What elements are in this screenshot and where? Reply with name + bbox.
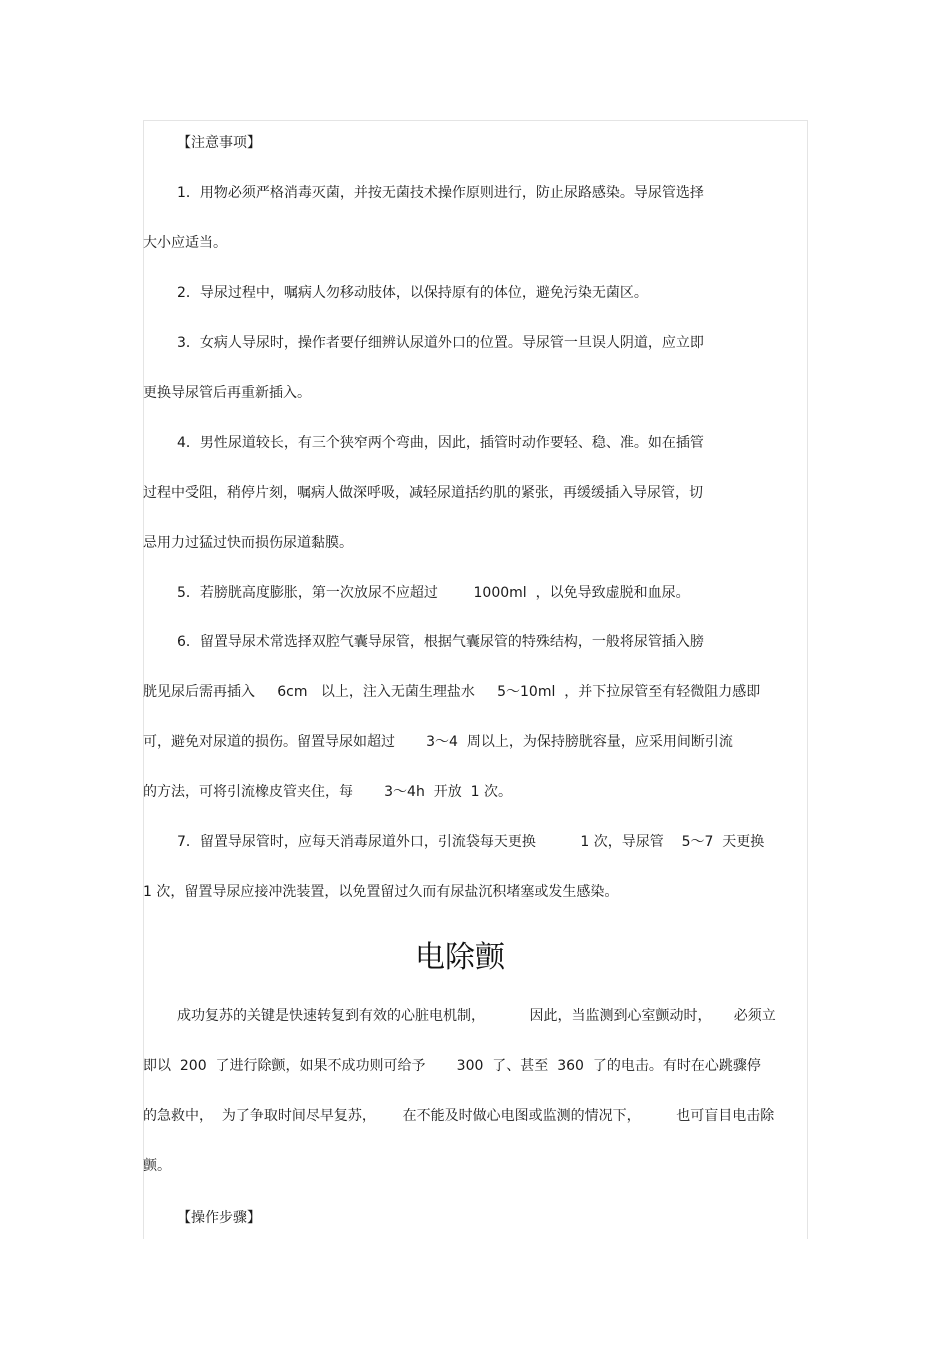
note-6-line-2: 胱见尿后需再插入 6cm 以上，注入无菌生理盐水 5～10ml ，并下拉尿管至有轻微阻力感即 xyxy=(143,684,761,700)
notes-heading: 【注意事项】 xyxy=(177,135,261,151)
note-1-line-2: 大小应适当。 xyxy=(143,235,227,251)
section-para-line-4: 颤。 xyxy=(143,1158,171,1174)
section-para-line-2: 即以 200 了进行除颤，如果不成功则可给予 300 了、甚至 360 了的电击。有时在心跳骤停 xyxy=(143,1058,761,1074)
section-title: 电除颤 xyxy=(415,940,505,975)
note-6-line-4: 的方法，可将引流橡皮管夹住，每 3～4h 开放 1 次。 xyxy=(143,784,512,800)
section-para-line-1: 成功复苏的关键是快速转复到有效的心脏电机制， 因此，当监测到心室颤动时， 必须立 xyxy=(177,1008,776,1024)
note-4-line-1: 4．男性尿道较长，有三个狭窄两个弯曲，因此，插管时动作要轻、稳、准。如在插管 xyxy=(177,435,704,451)
note-7-line-1: 7．留置导尿管时，应每天消毒尿道外口，引流袋每天更换 1 次，导尿管 5～7 天更换 xyxy=(177,834,765,850)
note-3-line-1: 3．女病人导尿时，操作者要仔细辨认尿道外口的位置。导尿管一旦误人阴道，应立即 xyxy=(177,335,704,351)
note-6-line-1: 6．留置导尿术常选择双腔气囊导尿管，根据气囊尿管的特殊结构，一般将尿管插入膀 xyxy=(177,634,704,650)
note-2-line-1: 2．导尿过程中，嘱病人勿移动肢体，以保持原有的体位，避免污染无菌区。 xyxy=(177,285,648,301)
section-para-line-3: 的急救中， 为了争取时间尽早复苏， 在不能及时做心电图或监测的情况下， 也可盲目电击除 xyxy=(143,1108,775,1124)
note-3-line-2: 更换导尿管后再重新插入。 xyxy=(143,385,311,401)
note-7-line-2: 1 次，留置导尿应接冲洗装置，以免置留过久而有尿盐沉积堵塞或发生感染。 xyxy=(143,884,619,900)
note-1-line-1: 1．用物必须严格消毒灭菌，并按无菌技术操作原则进行，防止尿路感染。导尿管选择 xyxy=(177,185,704,201)
note-6-line-3: 可，避免对尿道的损伤。留置导尿如超过 3～4 周以上，为保持膀胱容量，应采用间断引流 xyxy=(143,734,733,750)
note-5-line-1: 5．若膀胱高度膨胀，第一次放尿不应超过 1000ml ，以免导致虚脱和血尿。 xyxy=(177,585,690,601)
note-4-line-2: 过程中受阻，稍停片刻，嘱病人做深呼吸，减轻尿道括约肌的紧张，再缓缓插入导尿管，切 xyxy=(143,485,703,501)
steps-heading: 【操作步骤】 xyxy=(177,1210,261,1226)
note-4-line-3: 忌用力过猛过快而损伤尿道黏膜。 xyxy=(143,535,353,551)
